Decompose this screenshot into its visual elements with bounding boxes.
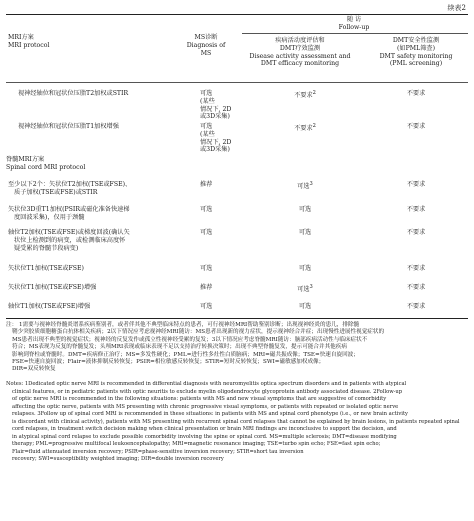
note-line: affecting the optic nerve, patients with MS presenting with chronic progressive visual symptoms, or patients with repeated or isolated optic nerve [12, 403, 399, 410]
note-line: 符合；MS表现为反复的脊髓复发；头颅MRI表现或临床表现不足以支持治疗转换决策时；出现不典型脊髓复发，提示可能合并其他疾病 [12, 344, 347, 351]
header-safety [364, 37, 468, 68]
safety-cell: 不要求 [406, 303, 426, 310]
safety-cell: 不要求 [406, 265, 426, 272]
note-line: is discordant with clinical activity), patients with MS presenting with recurrent spinal cord relapses that cannot be explained by brain lesions, in patients repeated spinal [12, 418, 460, 425]
note-line: 注： [6, 322, 18, 328]
safety-cell: 不要求 [406, 90, 426, 97]
header-activity-cn1: 疾病活动度评估和 [275, 37, 325, 44]
dx-cell: 推荐 [200, 181, 213, 188]
protocol-text: 视神经轴位和冠状位压脂T2加权或STIR [18, 90, 129, 97]
header-activity [238, 37, 362, 68]
footnote-mark: 2 [312, 90, 316, 96]
note-line: recovery; SWI=susceptibility weighted imaging; DIR=double inversion recovery [12, 456, 224, 463]
header-safety-en2: (PML screening) [389, 60, 443, 68]
dx-cell: 可选 [200, 303, 213, 310]
dx-cell: 推荐 [200, 284, 213, 291]
note-line: DIR=双反转恢复 [12, 366, 56, 373]
protocol-cell [8, 303, 198, 311]
note-line: clinical features, or in pediatric patients with optic neuritis to exclude myelin oligodendrocyte glycoprotein antibody associated disease. 2Follow-up [12, 388, 403, 395]
header-dx-cn: MS诊断 [194, 34, 218, 41]
dx-cell: 可选 [200, 206, 213, 213]
activity-text: 不要求 [294, 92, 313, 100]
safety-cell: 不要求 [406, 206, 426, 213]
protocol-cell [8, 284, 198, 292]
header-bottom-rule [6, 82, 468, 83]
note-line: 鞘少突胶质细胞糖蛋白抗体相关疾病；2以下情况应考虑视神经MRI随访：MS患者出现新的视力症状，提示视神经合并症；出现慢性进展性视觉症状的 [12, 329, 385, 336]
activity-cell [270, 229, 340, 237]
safety-cell: 不要求 [406, 181, 426, 188]
activity-cell [270, 284, 340, 294]
activity-cell [270, 206, 340, 214]
activity-cell [270, 303, 340, 311]
protocol-text: 疑受累的脊髓节段病变) [14, 244, 79, 252]
header-safety-cn1: DMT安全性监测 [392, 37, 440, 44]
table-bottom-rule [6, 318, 468, 319]
dx-text: (某些 [200, 97, 215, 105]
activity-text: 可选 [298, 206, 312, 213]
dx-cell [200, 90, 250, 121]
header-activity-en2: DMT efficacy monitoring [260, 60, 340, 68]
dx-text: 或3D采集) [200, 113, 230, 121]
header-safety-cn2: (如PML筛查) [397, 44, 435, 52]
note-line: cord relapses, in treatment switch decision making when clinical presentation or brain MRI findings are inconclusive to support the decision, and [12, 426, 397, 433]
section-en: Spinal cord MRI protocol [6, 163, 86, 171]
note-line: 影响到脊柱或脊髓时。DMT=疾病修正治疗；MS=多发性硬化；PML=进行性多灶性白质脑病；MRI=磁共振成像；TSE=快速自旋回波； [12, 351, 359, 358]
dx-text: 或3D采集) [200, 146, 230, 154]
protocol-text: 状位上检测到的病变，或检测临床高度怀 [14, 236, 126, 244]
section-heading-spinal [6, 156, 85, 172]
note-line: of optic nerve MRI is recommended in the following situations: patients with MS and new visual symptoms that are suggestive of comorbidity [12, 396, 387, 403]
header-activity-en1: Disease activity assessment and [249, 52, 351, 60]
notes-en [6, 381, 466, 464]
dx-cell [200, 123, 250, 154]
note-line: relapses. 3Follow up of spinal cord MRI is recommended in these situations: in patients with MS and spinal cord phenotype (i.e., or new brain activity [12, 411, 408, 418]
note-line: therapy; PML=progressive multifocal leukoencephalopathy; MRI=magnetic resonance imaging; TSE=turbo spin echo; FSE=fast spin echo; [12, 441, 381, 448]
footnote-mark: 3 [309, 181, 313, 187]
protocol-cell [8, 181, 198, 197]
protocol-text: 至少以下2个：矢状位T2加权(TSE或FSE)、 [8, 181, 132, 188]
header-mri-protocol-cn: MRI方案 [8, 34, 34, 41]
protocol-cell [18, 123, 178, 131]
header-dx-en1: Diagnosis of [186, 41, 226, 49]
activity-text: 可选 [298, 229, 312, 236]
dx-text: 情况下, 2D [200, 138, 232, 146]
note-line: FSE=快速自旋回波；Flair=液体抑制反转恢复；PSIR=相位敏感反转恢复；STIR=短时反转恢复；SWI=磁敏感加权成像； [12, 358, 325, 365]
activity-cell [270, 181, 340, 191]
note-line: Flair=fluid attenuated inversion recovery; PSIR=phase-sensitive inversion recovery; STIR=short tau inversion [12, 448, 304, 455]
footnote-mark: 2 [312, 123, 316, 129]
activity-text: 可选 [298, 265, 312, 272]
dx-text: (某些 [200, 130, 215, 138]
protocol-text: 度回波采集)，仅用于颈髓 [14, 213, 85, 221]
protocol-cell [8, 206, 198, 222]
protocol-text: 视神经轴位和冠状位压脂T1加权增强 [18, 123, 119, 130]
header-ms-diagnosis [176, 34, 236, 57]
protocol-text: 矢状位T1加权(TSE或FSE)增强 [8, 284, 97, 291]
header-followup-cn: 随 访 [346, 16, 362, 23]
header-mri-protocol [8, 34, 49, 50]
protocol-text: 轴位T1加权(TSE或FSE)增强 [8, 303, 91, 310]
dx-text: 情况下, 2D [200, 105, 232, 113]
header-followup [240, 16, 468, 32]
header-mri-protocol-en: MRI protocol [8, 41, 50, 49]
note-line: 1需要与视神经脊髓炎谱系疾病鉴别者，或者伴其他不典型临床特点的患者，可行视神经MRI帮助鉴别诊断；出现视神经炎的患儿，排除髓 [18, 322, 360, 328]
activity-cell [270, 265, 340, 273]
protocol-cell [8, 265, 198, 273]
header-activity-cn2: DMT疗效监测 [279, 44, 321, 52]
section-cn: 脊髓MRI方案 [6, 156, 45, 163]
note-line: MS患者出现不典型的视觉症状；视神经的反复发作或孤立性视神经受累的复发；3以下情况应考虑脊髓MRI随访：脑部疾病活动性与临床症状不 [12, 336, 368, 343]
notes-cn [6, 322, 466, 374]
protocol-text: 轴位T2加权(TSE或FSE)或梯度回波(确认矢 [8, 229, 130, 236]
activity-text: 可选 [297, 183, 310, 191]
dx-cell: 可选 [200, 229, 213, 236]
header-safety-en1: DMT safety monitoring [379, 52, 453, 60]
header-dx-en2: MS [200, 49, 212, 57]
safety-cell: 不要求 [406, 284, 426, 291]
activity-cell [270, 123, 340, 133]
protocol-text: 质子加权(TSE或FSE)或STIR [14, 188, 98, 196]
note-line: in atypical spinal cord relapse to exclude possible comorbidity involving the spine or spinal cord. MS=multiple sclerosis; DMT=disease modifying [12, 433, 397, 440]
dx-cell: 可选 [200, 265, 213, 272]
protocol-text: 矢状位T1加权(TSE或FSE) [8, 265, 84, 272]
dx-text: 可选 [200, 123, 213, 130]
header-followup-en: Follow-up [338, 23, 370, 31]
activity-text: 可选 [298, 303, 312, 310]
continued-label: 续表2 [447, 4, 466, 12]
activity-cell [270, 90, 340, 100]
safety-cell: 不要求 [406, 123, 426, 130]
footnote-mark: 3 [309, 284, 313, 290]
dx-text: 可选 [200, 90, 213, 97]
protocol-text: 矢状位3D重T1加权(PSIR或磁化准备快速梯 [8, 206, 130, 213]
activity-text: 不要求 [294, 125, 313, 133]
safety-cell: 不要求 [406, 229, 426, 236]
protocol-cell [18, 90, 178, 98]
protocol-cell [8, 229, 198, 252]
activity-text: 可选 [297, 286, 310, 294]
note-line: Notes: 1Dedicated optic nerve MRI is recommended in differential diagnosis with neuromyelitis optica spectrum disorders and in patients with atypical [6, 381, 407, 387]
followup-rule [242, 33, 468, 34]
